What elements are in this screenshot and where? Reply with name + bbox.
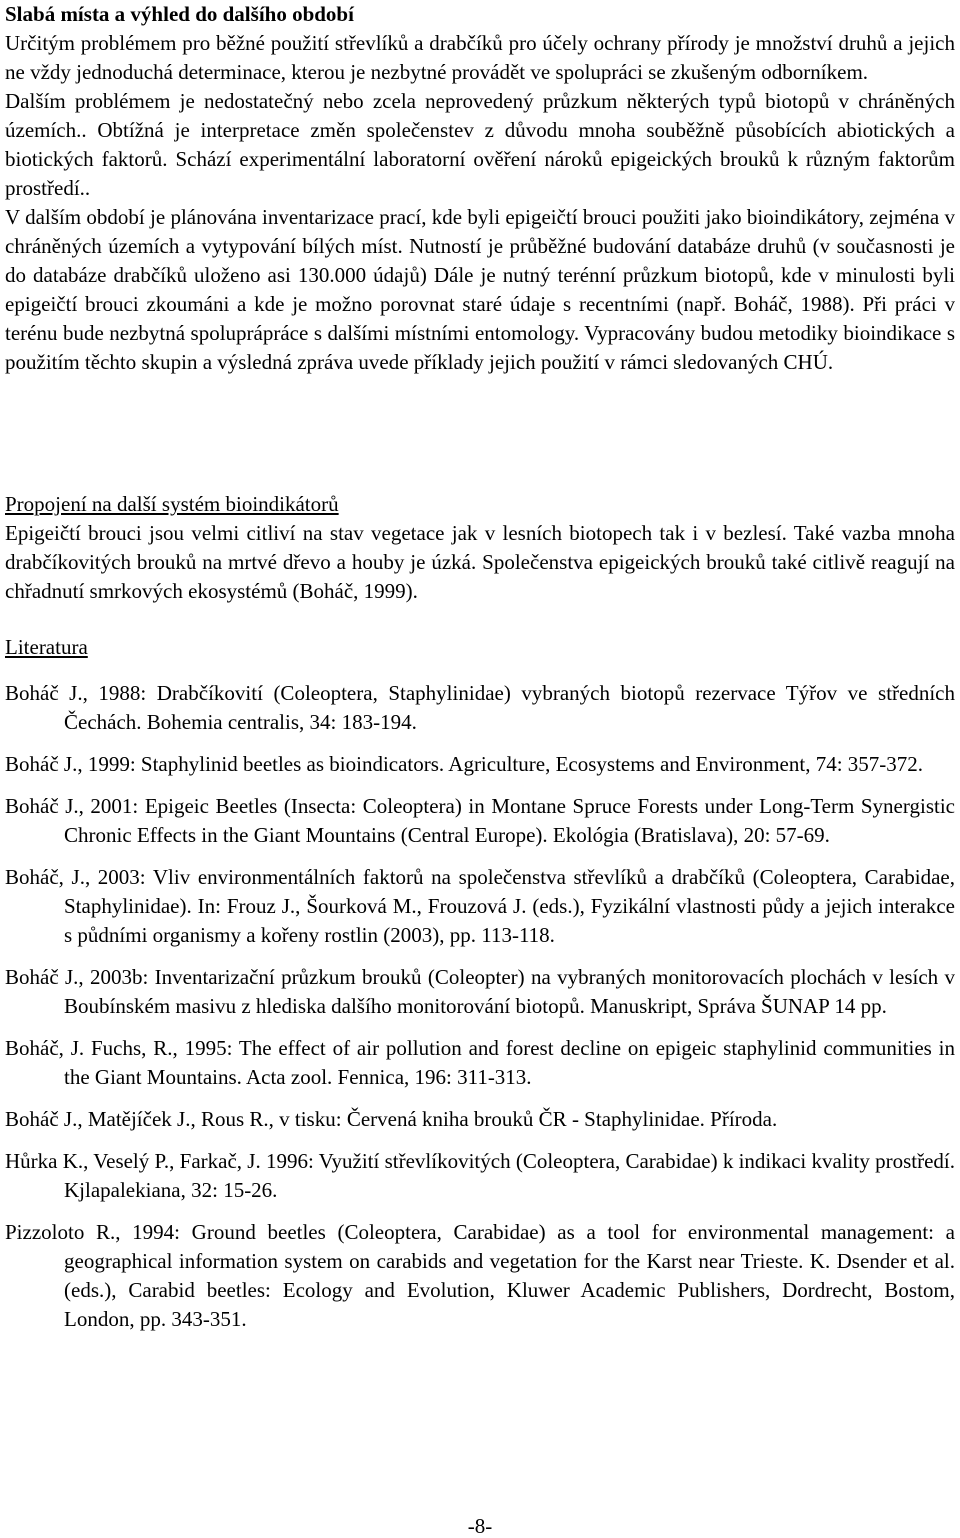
paragraph: Určitým problémem pro běžné použití střevlíků a drabčíků pro účely ochrany přírody je množství druhů a jejich ne vždy jednoduchá determinace, kterou je nezbytné provádět ve spolupráci se zkušeným odborníkem. <box>5 31 955 84</box>
reference-item: Boháč, J. Fuchs, R., 1995: The effect of air pollution and forest decline on epigeic staphylinid communities in the Giant Mountains. Acta zool. Fennica, 196: 311-313. <box>5 1036 955 1089</box>
reference-item: Boháč J., 1999: Staphylinid beetles as bioindicators. Agriculture, Ecosystems and Environment, 74: 357-372. <box>5 752 924 776</box>
reference-item: Boháč J., 2003b: Inventarizační průzkum brouků (Coleopter) na vybraných monitorovacích plochách v lesích v Boubínském masivu z hlediska dalšího monitorování biotopů. Manuskript, Správa ŠUNAP 14 pp. <box>5 965 955 1018</box>
reference-item: Boháč J., Matějíček J., Rous R., v tisku: Červená kniha brouků ČR - Staphylinidae. Příroda. <box>5 1107 778 1131</box>
paragraph: Epigeičtí brouci jsou velmi citliví na stav vegetace jak v lesních biotopech tak i v bezlesí. Také vazba mnoha drabčíkovitých brouků na mrtvé dřevo a houby je úzká. Společenstva epigeických brouků také citlivě reagují na chřadnutí smrkových ekosystémů (Boháč, 1999). <box>5 521 955 603</box>
reference-item: Boháč J., 2001: Epigeic Beetles (Insecta: Coleoptera) in Montane Spruce Forests under Long-Term Synergistic Chronic Effects in the Giant Mountains (Central Europe). Ekológia (Bratislava), 20: 57-69. <box>5 794 955 847</box>
page-number: -8- <box>467 1514 493 1538</box>
section-outlook <box>5 0 955 377</box>
reference-item: Boháč, J., 2003: Vliv environmentálních faktorů na společenstva střevlíků a drabčíků (Coleoptera, Carabidae, Staphylinidae). In: Frouz J., Šourková M., Frouzová J. (eds.), Fyzikální vlastnosti půdy a jejich interakce s půdními organismy a kořeny rostlin (2003), pp. 113-118. <box>5 865 955 947</box>
reference-list <box>5 679 955 1334</box>
reference-item: Hůrka K., Veselý P., Farkač, J. 1996: Využití střevlíkovitých (Coleoptera, Carabidae) k indikaci kvality prostředí. Kjlapalekiana, 32: 15-26. <box>5 1149 955 1202</box>
section-heading: Propojení na další systém bioindikátorů <box>5 492 339 516</box>
section-heading: Slabá místa a výhled do dalšího období <box>5 2 354 26</box>
literature-heading: Literatura <box>5 635 88 659</box>
reference-item: Boháč J., 1988: Drabčíkovití (Coleoptera, Staphylinidae) vybraných biotopů rezervace Týřov ve středních Čechách. Bohemia centralis, 34: 183-194. <box>5 681 955 734</box>
paragraph: V dalším období je plánována inventarizace prací, kde byli epigeičtí brouci použiti jako bioindikátory, zejména v chráněných územích a vytypování bílých míst. Nutností je průběžné budování databáze druhů (v současnosti je do databáze drabčíků uloženo asi 130.000 údajů) Dále je nutný terénní průzkum biotopů, kde v minulosti byli epigeičtí brouci zkoumáni a kde je možno porovnat staré údaje s recentními (např. Boháč, 1988). Při práci v terénu bude nezbytná spoluprápráce s dalšími místními entomology. Vypracovány budou metodiky bioindikace s použitím těchto skupin a výsledná zpráva uvede příklady jejich použití v rámci sledovaných CHÚ. <box>5 205 955 374</box>
paragraph: Dalším problémem je nedostatečný nebo zcela neprovedený průzkum některých typů biotopů v chráněných územích.. Obtížná je interpretace změn společenstev z důvodu mnoha souběžně působících abiotických a biotických faktorů. Schází experimentální laboratorní ověření nároků epigeických brouků k různým faktorům prostředí.. <box>5 89 955 200</box>
section-literature <box>5 633 955 1347</box>
reference-item: Pizzoloto R., 1994: Ground beetles (Coleoptera, Carabidae) as a tool for environmental management: a geographical information system on carabids and vegetation for the Karst near Trieste. K. Dsender et al. (eds.), Carabid beetles: Ecology and Evolution, Kluwer Academic Publishers, Dordrecht, Bostom, London, pp. 343-351. <box>5 1220 955 1331</box>
section-bioindicator-link <box>5 490 955 606</box>
